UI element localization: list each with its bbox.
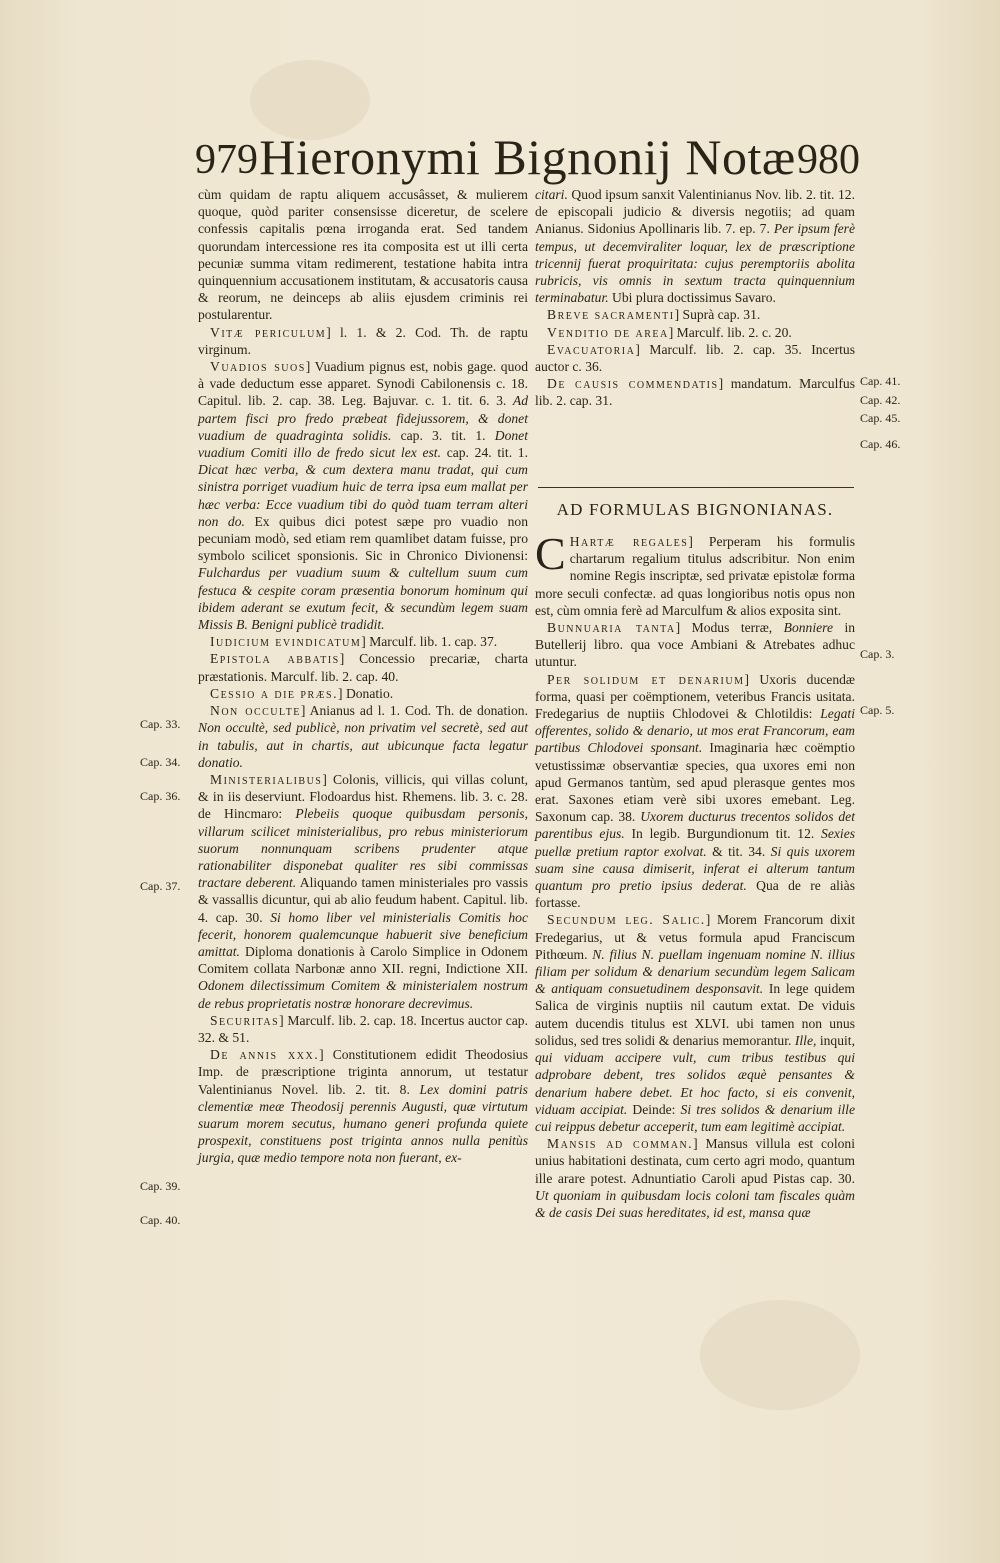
text: ] mandatum. Marculfus lib. 2. cap. 31. [535,376,855,409]
formulas-section [535,528,856,1221]
lemma: Bunnuaria tanta [547,620,676,636]
text: Aliquando tamen ministeriales pro vassis & vassallis dicuntur, qui ab alio feudum habent. Capitul. lib. 4. cap. 30. [198,875,528,925]
quotation: citari. [535,187,568,202]
text: In legib. Burgundionum tit. 12. [631,826,815,842]
note-entry [535,306,855,323]
quotation: N. filius N. puellam ingenuam nomine N. illius filiam per solidum & denarium secundùm legem Salicam & antiquam consuetudinem desponsavit. [535,946,856,997]
text: ] Mansus villula est coloni unius habitationi destinata, cum certo agri modo, quantum ille arare potest. Adnuntiatio Caroli apud Pistas cap. 30. [535,1136,855,1186]
quotation: Per ipsum ferè tempus, ut decemviraliter loquar, lex de præscriptione tricennij fuerat proquiritata: cujus peremptoriis abolita rubricis, vis omnis in sextum tracta quinquennium terminabatur. [535,221,855,306]
quotation: Sexies puellæ pretium raptor exolvat. [535,826,856,859]
text: cap. 24. tit. 1. [446,445,528,461]
quotation: Ad partem fisci pro fredo præbeat fidejussorem, & donet vuadium de quadraginta solidis. [198,393,528,443]
margin-note: Cap. 5. [860,703,895,717]
quotation: Dicat hæc verba, & cum dextera manu tradat, qui cum sinistra porriget vuadium huic de terra ipsa eum mallat per hæc verba: Ecce vuadium tibi do quòd tuam terram alteri non do. [198,462,528,529]
quotation: Ut quoniam in quibusdam locis coloni tam fiscales quàm & de casis Dei suas hereditates, id est, mansa quæ [535,1187,855,1220]
text: ] Morem Francorum dixit Fredegarius, ut & vetus formula apud Franciscum Pithœum. [535,912,855,962]
quotation: Odonem dilectissimum Comitem & ministerialem nostrum de rebus proprietatis nostræ honorare decrevimus. [198,978,528,1011]
lemma: Securitas [210,1012,280,1028]
margin-note: Cap. 33. [140,717,181,731]
text: ] l. 1. & 2. Cod. Th. de raptu virginum. [198,324,528,357]
note-entry [198,633,528,650]
quotation: Ille, [794,1032,817,1048]
lemma: Secundum leg. Salic. [547,912,706,928]
text: cùm quidam de raptu aliquem accusâsset, & mulierem quoque, quòd pariter consensisse diceretur, de scelere confessis capitalis pœna irroganda erat. Sed tandem quorundam intercessione res ita composita est ut illi certa pecuniæ summa vitam redimerent, testatione habita intra quinquennium accusationem institutam, & accusatoris causa & reorum, ne deinceps ab aliis ejusdem criminis rei postularentur. [198,187,528,323]
note-entry [535,341,855,375]
note-entry [198,702,528,771]
text: Quod ipsum sanxit Valentinianus Nov. lib. 2. tit. 12. de episcopali judicio & diversis negotiis; ad quam Anianus. Sidonius Apollinaris lib. 7. ep. 7. [535,187,855,237]
text: cap. 3. tit. 1. [400,427,486,443]
quotation: Lex domini patris clementiæ meæ Theodosij perennis Augusti, quæ virtutum suarum morem secutus, humano generi profunda quiete prospexit, constituens post triginta annos nulla penitùs jurgia, quæ medio tempore nota non fuerant, ex- [198,1081,528,1166]
text: Diploma donationis à Carolo Simplice in Odonem Comitem collata Narbonæ anno XII. regni, Indictione XII. [198,943,528,977]
lemma: Vuadios suos [210,359,306,375]
margin-note: Cap. 40. [140,1213,181,1227]
quotation: Donet vuadium Comiti illo de fredo sicut lex est. [198,427,528,461]
lemma: De causis commendatis [547,376,719,392]
margin-note: Cap. 36. [140,789,181,803]
text: Deinde: [632,1101,676,1117]
text: ] Anianus ad l. 1. Cod. Th. de donation. [300,703,528,719]
text: ] Constitutionem edidit Theodosius Imp. de præscriptione triginta annorum, ut testatur Valentinianus Novel. lib. 2. tit. 8. [198,1047,528,1097]
margin-note: Cap. 41. [860,374,901,388]
text: ] Perperam his formulis chartarum regalium titulus adscribitur. Non enim nomine Regis inscriptæ, sed privatæ epistolæ forma more seculi confectæ. ad quas longioribus notis opus non est, cùm omnia ferè ad Marculfum & alios exposita sint. [535,534,855,618]
lemma: Venditio de area [547,324,669,340]
quotation: Non occultè, sed publicè, non privatim vel secretè, sed aut in tabulis, aut in chartis, aut ubicunque facta legatur donatio. [198,720,528,770]
section-divider [538,487,854,488]
margin-note: Cap. 39. [140,1179,181,1193]
page-header [195,128,860,188]
quotation: Si tres solidos & denarium ille cui reippus debetur acceperit, tum eam legitimè accipiat. [535,1101,855,1134]
text: ] Marculf. lib. 2. c. 20. [668,324,792,340]
lemma: Mansis ad comman. [547,1136,694,1152]
note-entry [535,911,855,1135]
quotation: Si homo liber vel ministerialis Comitis hoc fecerit, honorem qualemcunque habuerit sive beneficium amittat. [198,909,528,959]
page-number-left: 979 [195,137,258,183]
text: ] Modus terræ, [675,620,773,636]
text: Ubi plura doctissimus Savaro. [612,290,776,306]
section-heading: AD FORMULAS BIGNONIANAS. [556,500,834,519]
text: ] Concessio precariæ, charta præstationis. Marculf. lib. 2. cap. 40. [198,651,528,684]
lemma: Cessio a die præs. [210,685,339,701]
text: ] Donatio. [338,685,394,701]
note-entry [198,1012,528,1046]
text: ] Marculf. lib. 2. cap. 35. Incertus auctor c. 36. [535,341,855,375]
margin-note: Cap. 34. [140,755,181,769]
lemma: Iudicium evindicatum [210,634,362,650]
lemma: Non occulte [210,703,301,719]
quotation: Fulchardus per vuadium suum & cultellum suum cum festuca & cespite coram præsentia bonorum hominum qui ibidem aderant se exutum fecit, & secundùm legem suam Missis B. Benigni publicè tradidit. [198,565,528,633]
note-entry [535,375,855,409]
text: In lege quidem Salica de virginis nuptiis nil cautum extat. De viduis autem ducendis titulus est XLVI. ubi tamen non unus solidus, sed tres solidi & denarius memorantur. [535,981,855,1048]
text: ] Suprà cap. 31. [674,307,761,323]
lemma: Per solidum et denarium [547,671,745,687]
page-number-right: 980 [797,137,860,183]
note-entry [198,324,528,358]
note-entry [535,619,855,671]
margin-note: Cap. 3. [860,647,895,661]
paragraph [535,186,855,306]
text: ] Marculf. lib. 2. cap. 18. Incertus auctor cap. 32. & 51. [198,1012,528,1045]
margin-note: Cap. 42. [860,393,901,407]
note-entry [198,650,528,684]
text: inquit, [819,1032,855,1048]
paragraph [198,186,528,324]
text: ] Vuadium pignus est, nobis gage. quod à vade deductum esse apparet. Synodi Cabilonensis c. 18. Capitul. lib. 2. cap. 38. Leg. Bajuvar. c. 1. tit. 6. 3. [198,359,528,409]
quotation: Uxorem ducturus trecentos solidos det parentibus ejus. [535,809,855,842]
running-title: Hieronymi Bignonij Notæ [259,129,796,185]
left-column [198,186,528,1167]
lemma: Epistola abbatis [210,651,340,667]
text: ] Colonis, villicis, qui villas colunt, & in iis deserviunt. Flodoardus hist. Rhemens. lib. 3. c. 28. de Hincmaro: [198,771,528,822]
lemma: Vitæ periculum [210,324,327,340]
note-entry [198,1046,528,1166]
text: Qua de re aliàs fortasse. [535,878,855,911]
note-entry [535,528,855,619]
drop-cap: C [535,528,566,579]
note-entry [535,324,855,341]
note-entry [198,358,528,633]
text: Ex quibus dici potest sæpe pro vuadio non pecuniam modò, sed etiam rem quamlibet datam fuisse, pro symbolo scilicet sponsionis. Sic in Chronico Divionensi: [198,513,528,564]
text: in Butellerij libro. qua voce Ambiani & Atrebates adhuc utuntur. [535,620,856,670]
text: Imaginaria hæc coëmptio vetustissimæ observantiæ species, qua uxores emi non apud Germanos tantùm, sed apud plerasque gentes mos erat. Saxones etiam verè sibi uxores emebant. Leg. Saxonum cap. 38. [535,740,855,825]
lemma: Evacuatoria [547,341,636,357]
margin-note: Cap. 45. [860,411,901,425]
text: & tit. 34. [712,843,766,859]
note-entry [535,671,855,912]
margin-note: Cap. 37. [140,879,181,893]
paper-stain [700,1300,860,1410]
note-entry [535,1135,855,1221]
quotation: Bonniere [783,620,833,636]
lemma: Ministerialibus [210,771,323,787]
right-column [535,186,855,410]
quotation: qui viduam accipere vult, cum tribus testibus qui adprobare debent, tres solidos æquè pensantes & denarium habere debet. Et hoc facto, si eis convenit, viduam accipiat. [535,1050,855,1117]
lemma: Breve sacramenti [547,307,675,323]
note-entry [198,771,528,1012]
lemma: De annis xxx. [210,1047,320,1063]
quotation: Si quis uxorem suam sine causa dimiserit, inferat ei alterum tantum quantum pro pretio ipsius dederat. [535,843,856,894]
margin-note: Cap. 46. [860,437,901,451]
quotation: Plebeiis quoque quibusdam personis, villarum scilicet ministerialibus, pro rebus ministeriorum suorum nonnunquam scribens prudenter atque rationabiliter disponebat qualiter res sibi commissas tractare deberent. [198,806,528,891]
text: ] Uxoris ducendæ forma, quasi per coëmptionem, veteribus Francis usitata. Fredegarius de nuptiis Chlodovei & Chlotildis: [535,671,855,722]
lemma: Hartæ regales [569,534,689,549]
note-entry [198,685,528,702]
quotation: Legati offerentes, solido & denario, ut mos erat Francorum, eam partibus Chlodovei sponsant. [535,706,855,756]
text: ] Marculf. lib. 1. cap. 37. [361,634,498,650]
